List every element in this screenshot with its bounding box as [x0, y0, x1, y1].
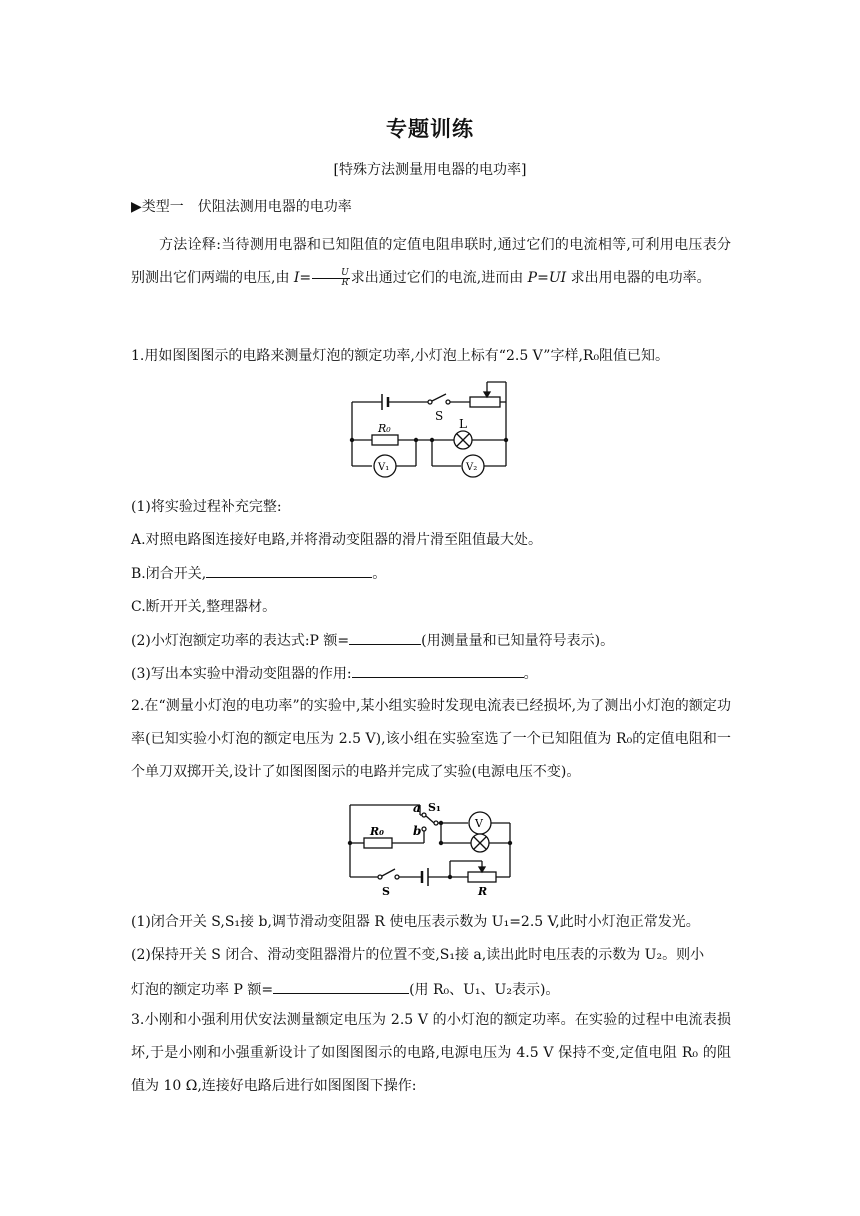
- q2-stem: 2.在“测量小灯泡的电功率”的实验中,某小组实验时发现电流表已经损坏,为了测出小灯泡的额定功率(已知实验小灯泡的额定电压为 2.5 V),该小组在实验室选了一个已知阻值为 R₀的定值电阻和一个单刀双掷开关,设计了如图图图示的电路并完成了实验(电源电压不变)。: [131, 698, 731, 780]
- q1-step-b-text: B.闭合开关,: [131, 566, 207, 582]
- method-formula-i: I=: [293, 270, 312, 286]
- q2-switch-s-label: S: [382, 885, 390, 898]
- q1-voltmeter-2-label: V₂: [466, 462, 478, 473]
- method-formula-p: P=UI: [527, 270, 567, 286]
- q1-part2-text: (2)小灯泡额定功率的表达式:P 额=: [131, 633, 350, 649]
- q2-part2-answer-blank[interactable]: [273, 979, 409, 994]
- method-text-1: 方法诠释:当待测用电器和已知阻值的定值电阻串联时,通过它们的电流相等,可利用电压表分别测出它们两端的电压,由: [131, 237, 731, 286]
- q1-resistor-label: R₀: [378, 422, 391, 435]
- q2-part2-text: 灯泡的额定功率 P 额=: [131, 982, 274, 998]
- q1-lamp-label: L: [459, 417, 467, 431]
- q1-part3-answer-blank[interactable]: [352, 663, 524, 678]
- q2-part2-line1: (2)保持开关 S 闭合、滑动变阻器滑片的位置不变,S₁接 a,读出此时电压表的示数为 U₂。则小: [131, 947, 705, 963]
- q1-step-a: A.对照电路图连接好电路,并将滑动变阻器的滑片滑至阻值最大处。: [131, 532, 543, 548]
- q1-part3: [131, 663, 538, 684]
- q1-voltmeter-1-label: V₁: [378, 462, 390, 473]
- q1-part3-text: (3)写出本实验中滑动变阻器的作用:: [131, 666, 352, 682]
- fraction-denominator: R: [341, 277, 349, 288]
- q1-circuit-diagram: [340, 380, 520, 480]
- q2-part2-line2: [131, 979, 559, 1000]
- method-text-2: 求出通过它们的电流,进而由: [350, 270, 528, 286]
- section-heading: ▶类型一 伏阻法测用电器的电功率: [131, 199, 352, 215]
- q2-resistor-r0-label: R₀: [370, 825, 384, 838]
- q1-part3-end: 。: [523, 666, 538, 682]
- q1-part2: [131, 630, 614, 651]
- q1-step-c: C.断开开关,整理器材。: [131, 599, 277, 615]
- q2-switch-s1-label: S₁: [428, 801, 441, 814]
- q1-stem: 1.用如图图图示的电路来测量灯泡的额定功率,小灯泡上标有“2.5 V”字样,R₀阻值已知。: [131, 348, 670, 364]
- q1-step-b: [131, 563, 386, 584]
- q2-circuit-diagram: [340, 797, 530, 900]
- q1-step-b-end: 。: [372, 566, 387, 582]
- q2-contact-b-label: b: [413, 824, 422, 838]
- page-title: 专题训练: [386, 117, 474, 141]
- q2-part1: (1)闭合开关 S,S₁接 b,调节滑动变阻器 R 使电压表示数为 U₁=2.5 V,此时小灯泡正常发光。: [131, 914, 700, 930]
- fraction-numerator: U: [312, 269, 350, 279]
- q2-part2-end: (用 R₀、U₁、U₂表示)。: [409, 982, 560, 998]
- q1-switch-label: S: [435, 409, 444, 423]
- q1-part1: (1)将实验过程补充完整:: [131, 499, 282, 515]
- page-subtitle: [特殊方法测量用电器的电功率]: [333, 162, 527, 178]
- method-explanation: [131, 229, 731, 295]
- q1-part2-end: (用测量量和已知量符号表示)。: [421, 633, 615, 649]
- method-text-3: 求出用电器的电功率。: [566, 270, 711, 286]
- q1-part2-answer-blank[interactable]: [349, 630, 421, 645]
- q1-step-b-answer-blank[interactable]: [206, 563, 372, 578]
- q2-voltmeter-label: V: [475, 817, 483, 830]
- method-fraction: [312, 269, 350, 288]
- q3-stem: 3.小刚和小强利用伏安法测量额定电压为 2.5 V 的小灯泡的额定功率。在实验的过程中电流表损坏,于是小刚和小强重新设计了如图图图示的电路,电源电压为 4.5 V 保持不变,定值电阻 R₀ 的阻值为 10 Ω,连接好电路后进行如图图图下操作:: [131, 1012, 731, 1094]
- q2-contact-a-label: a: [413, 801, 421, 815]
- q2-rheostat-label: R: [478, 885, 488, 898]
